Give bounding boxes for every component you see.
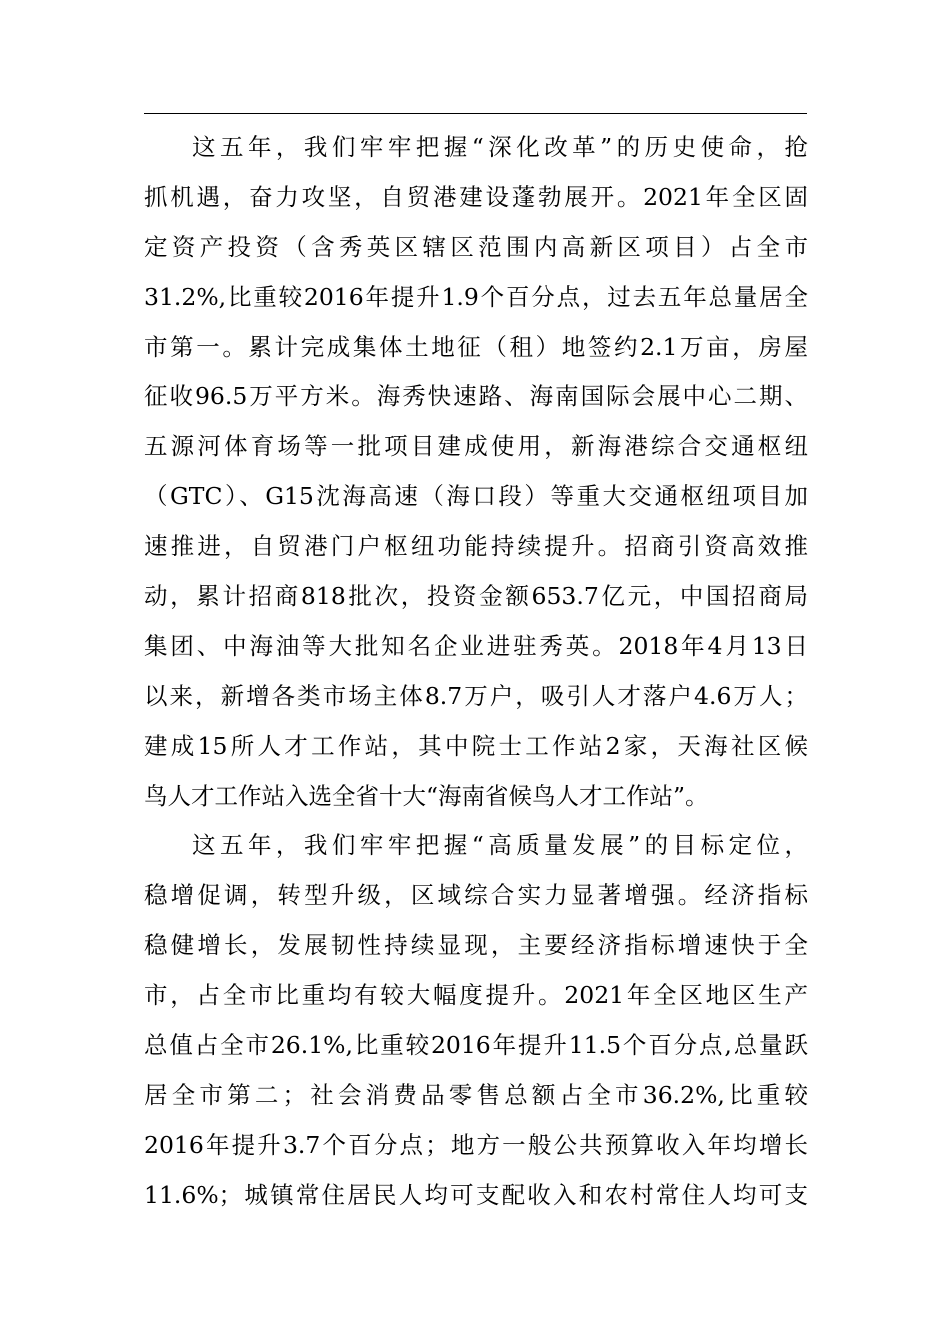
text-line: 居全市第二；社会消费品零售总额占全市36.2%,比重较 (144, 1080, 808, 1109)
text-line: 稳健增长，发展韧性持续显现，主要经济指标增速快于全 (144, 931, 808, 960)
text-line: 市，占全市比重均有较大幅度提升。2021年全区地区生产 (144, 981, 808, 1010)
header-rule (144, 113, 807, 114)
body-text (144, 123, 808, 1221)
text-line: 鸟人才工作站入选全省十大“海南省候鸟人才工作站”。 (144, 781, 709, 810)
text-line: （GTC）、G15沈海高速（海口段）等重大交通枢纽项目加 (144, 482, 808, 511)
text-line: 速推进，自贸港门户枢纽功能持续提升。招商引资高效推 (144, 532, 808, 561)
text-line: 动，累计招商818批次，投资金额653.7亿元，中国招商局 (144, 582, 808, 611)
text-line: 征收96.5万平方米。海秀快速路、海南国际会展中心二期、 (144, 382, 808, 411)
text-line: 建成15所人才工作站，其中院士工作站2家，天海社区候 (144, 731, 808, 760)
text-line: 集团、中海油等大批知名企业进驻秀英。2018年4月13日 (144, 631, 808, 660)
text-line: 定资产投资（含秀英区辖区范围内高新区项目）占全市 (144, 232, 808, 261)
text-line: 市第一。累计完成集体土地征（租）地签约2.1万亩，房屋 (144, 332, 808, 361)
text-line: 11.6%；城镇常住居民人均可支配收入和农村常住人均可支 (144, 1180, 808, 1209)
text-line: 抓机遇，奋力攻坚，自贸港建设蓬勃展开。2021年全区固 (144, 182, 808, 211)
paragraph-1 (144, 123, 808, 821)
text-line: 2016年提升3.7个百分点；地方一般公共预算收入年均增长 (144, 1130, 808, 1159)
text-line: 五源河体育场等一批项目建成使用，新海港综合交通枢纽 (144, 432, 808, 461)
text-line: 总值占全市26.1%,比重较2016年提升11.5个百分点,总量跃 (144, 1031, 808, 1060)
text-line: 31.2%,比重较2016年提升1.9个百分点，过去五年总量居全 (144, 282, 808, 311)
text-line: 这五年，我们牢牢把握“深化改革”的历史使命，抢 (192, 133, 808, 161)
paragraph-2 (144, 821, 808, 1220)
text-line: 这五年，我们牢牢把握“高质量发展”的目标定位， (192, 831, 808, 860)
text-line: 稳增促调，转型升级，区域综合实力显著增强。经济指标 (144, 881, 808, 910)
text-line: 以来，新增各类市场主体8.7万户，吸引人才落户4.6万人； (144, 681, 808, 710)
